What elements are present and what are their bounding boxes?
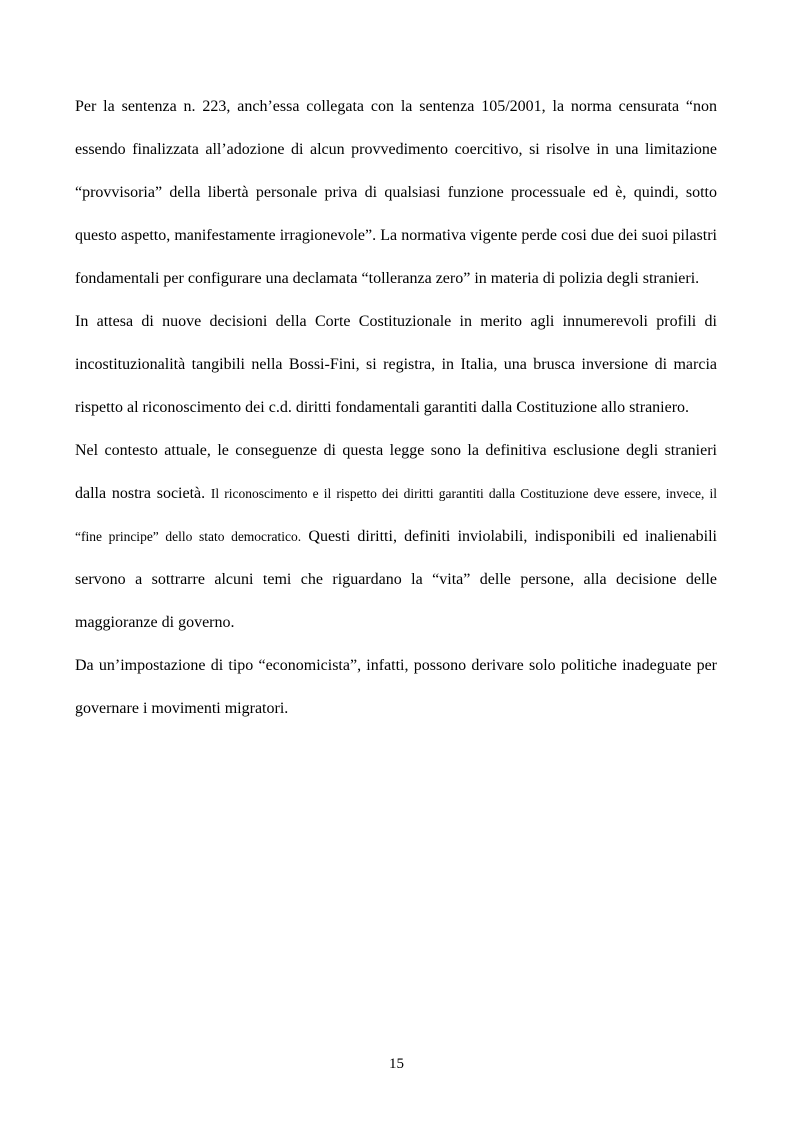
paragraph-3-small-text: Il riconoscimento e il rispetto dei diritti garantiti dalla Costituzione deve essere, invece, il “fine principe” dello stato democratico. — [75, 486, 718, 544]
paragraph-2: In attesa di nuove decisioni della Corte Costituzionale in merito agli innumerevoli profili di incostituzionalità tangibili nella Bossi-Fini, si registra, in Italia, una brusca inversione di marcia rispetto al riconoscimento dei c.d. diritti fondamentali garantiti dalla Costituzione allo straniero. — [75, 313, 717, 416]
paragraph-3-part-3: Questi diritti, definiti inviolabili, indisponibili ed inalienabili servono a sottrarre alcuni temi che riguardano la “vita” delle persone, alla decisione delle maggioranze di governo. — [75, 528, 717, 631]
paragraph-1: Per la sentenza n. 223, anch’essa collegata con la sentenza 105/2001, la norma censurata “non essendo finalizzata all’adozione di alcun provvedimento coercitivo, si risolve in una limitazione “provvisoria” della libertà personale priva di qualsiasi funzione processuale ed è, quindi, sotto questo aspetto, manifestamente irragionevole”. La normativa vigente perde cosi due dei suoi pilastri fondamentali per configurare una declamata “tolleranza zero” in materia di polizia degli stranieri. — [75, 98, 717, 287]
body-text — [75, 85, 717, 730]
paragraph-3-part-1: Nel contesto attuale, le conseguenze di questa legge sono la definitiva esclusione degli stranieri dalla nostra società. — [75, 442, 717, 502]
paragraph-3 — [75, 429, 717, 644]
paragraph-4: Da un’impostazione di tipo “economicista”, infatti, possono derivare solo politiche inadeguate per governare i movimenti migratori. — [75, 657, 717, 717]
page-number: 15 — [389, 1056, 404, 1072]
